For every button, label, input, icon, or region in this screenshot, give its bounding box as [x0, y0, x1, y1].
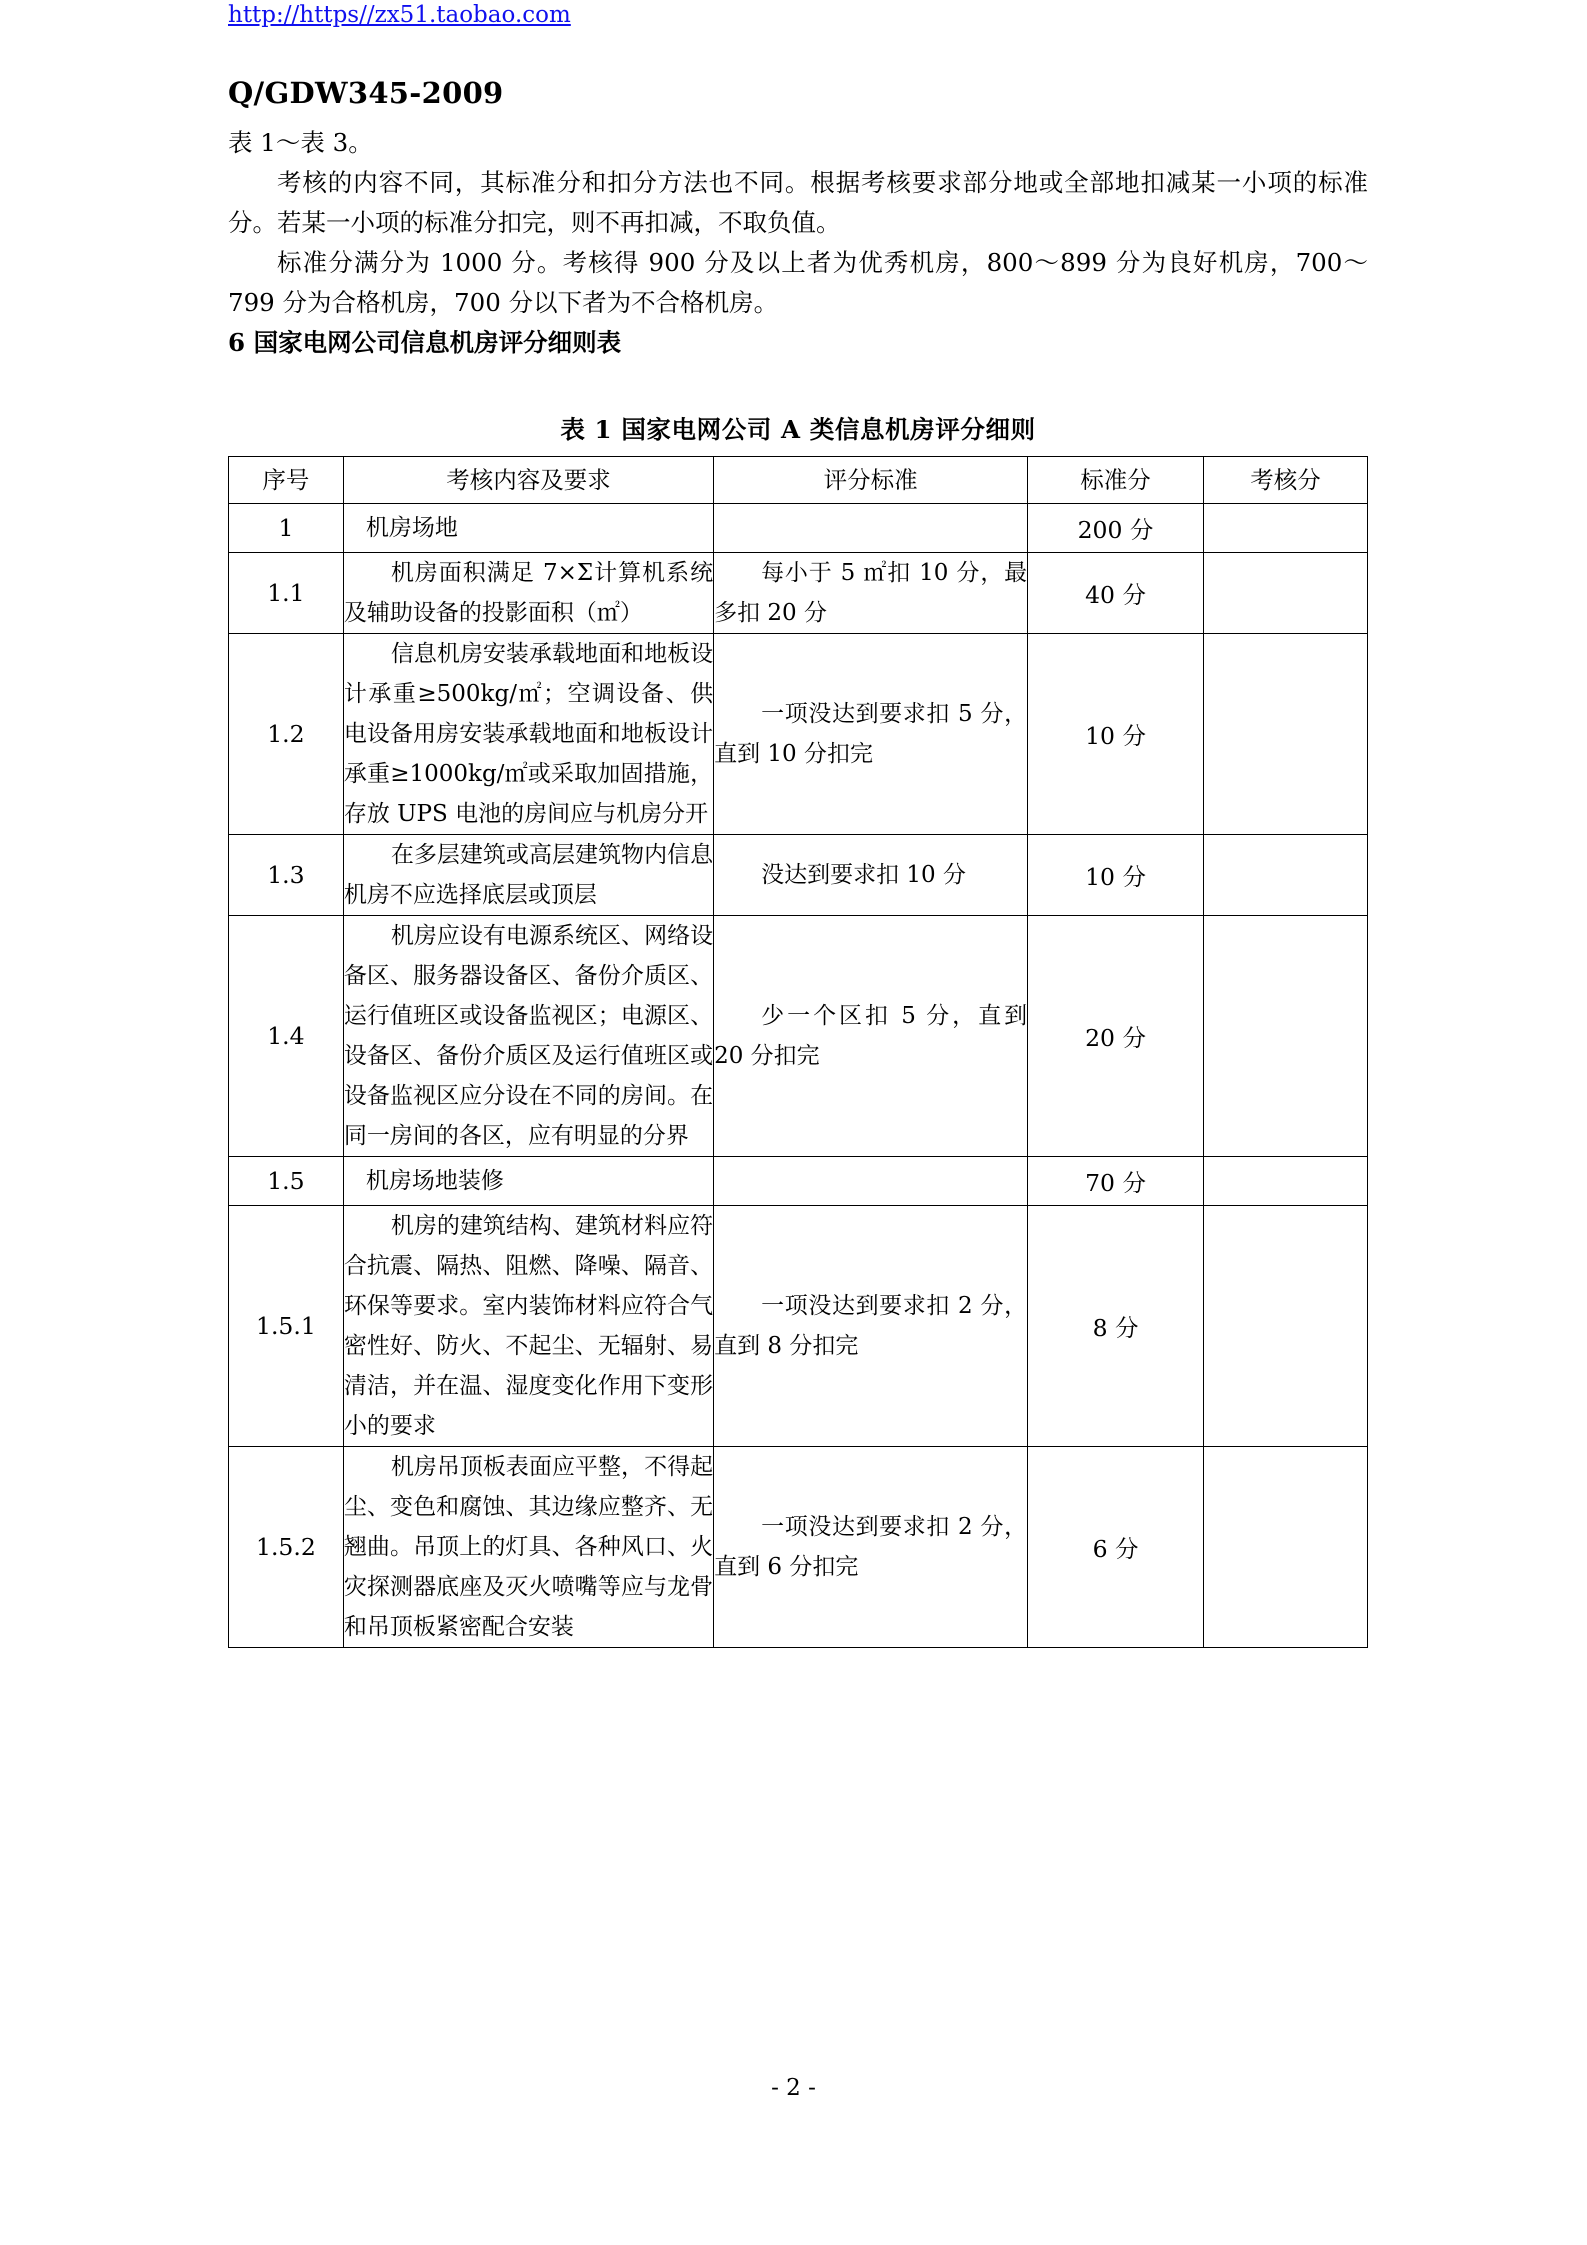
- page-number-footer: - 2 -: [771, 2075, 816, 2101]
- column-header-standard-score: 标准分: [1028, 457, 1204, 504]
- row-standard-score: 6 分: [1028, 1447, 1204, 1648]
- table-row: [229, 1157, 1368, 1206]
- table-row: [229, 1447, 1368, 1648]
- row-content: 机房的建筑结构、建筑材料应符合抗震、隔热、阻燃、降噪、隔音、环保等要求。室内装饰材料应符合气密性好、防火、不起尘、无辐射、易清洁，并在温、湿度变化作用下变形小的要求: [343, 1206, 713, 1447]
- row-no: 1.2: [229, 634, 344, 835]
- section-heading-6: 6 国家电网公司信息机房评分细则表: [228, 328, 622, 357]
- row-criteria: 一项没达到要求扣 2 分，直到 8 分扣完: [714, 1206, 1028, 1447]
- document-number-heading: Q/GDW345-2009: [228, 76, 504, 110]
- row-content: 机房场地装修: [343, 1157, 713, 1206]
- row-content: 机房应设有电源系统区、网络设备区、服务器设备区、备份介质区、运行值班区或设备监视区；电源区、设备区、备份介质区及运行值班区或设备监视区应分设在不同的房间。在同一房间的各区，应有明显的分界: [343, 916, 713, 1157]
- row-criteria: 一项没达到要求扣 2 分，直到 6 分扣完: [714, 1447, 1028, 1648]
- row-standard-score: 20 分: [1028, 916, 1204, 1157]
- row-assessed-score[interactable]: [1203, 504, 1367, 553]
- column-header-criteria: 评分标准: [714, 457, 1028, 504]
- row-no: 1.1: [229, 553, 344, 634]
- row-standard-score: 200 分: [1028, 504, 1204, 553]
- row-assessed-score[interactable]: [1203, 1447, 1367, 1648]
- table-row: [229, 634, 1368, 835]
- row-standard-score: 8 分: [1028, 1206, 1204, 1447]
- row-no: 1.5: [229, 1157, 344, 1206]
- column-header-no: 序号: [229, 457, 344, 504]
- row-assessed-score[interactable]: [1203, 835, 1367, 916]
- row-standard-score: 10 分: [1028, 835, 1204, 916]
- row-content: 机房场地: [343, 504, 713, 553]
- page-content: [228, 0, 1368, 1648]
- row-content: 在多层建筑或高层建筑物内信息机房不应选择底层或顶层: [343, 835, 713, 916]
- row-assessed-score[interactable]: [1203, 553, 1367, 634]
- table-row: [229, 553, 1368, 634]
- scoring-criteria-table: [228, 456, 1368, 1648]
- row-assessed-score[interactable]: [1203, 1157, 1367, 1206]
- row-assessed-score[interactable]: [1203, 634, 1367, 835]
- column-header-content: 考核内容及要求: [343, 457, 713, 504]
- column-header-assessed-score: 考核分: [1203, 457, 1367, 504]
- row-standard-score: 70 分: [1028, 1157, 1204, 1206]
- table-caption: 表 1 国家电网公司 A 类信息机房评分细则: [560, 415, 1036, 444]
- row-assessed-score[interactable]: [1203, 916, 1367, 1157]
- row-no: 1.5.2: [229, 1447, 344, 1648]
- row-criteria: 没达到要求扣 10 分: [714, 835, 1028, 916]
- source-url-link[interactable]: http://https//zx51.taobao.com: [228, 2, 571, 28]
- row-criteria: 每小于 5 ㎡扣 10 分，最多扣 20 分: [714, 553, 1028, 634]
- row-standard-score: 10 分: [1028, 634, 1204, 835]
- table-row: [229, 835, 1368, 916]
- row-criteria: 一项没达到要求扣 5 分，直到 10 分扣完: [714, 634, 1028, 835]
- table-reference-line: 表 1～表 3。: [228, 128, 373, 157]
- table-row: [229, 916, 1368, 1157]
- row-standard-score: 40 分: [1028, 553, 1204, 634]
- row-no: 1.4: [229, 916, 344, 1157]
- paragraph-grade-thresholds: 标准分满分为 1000 分。考核得 900 分及以上者为优秀机房，800～899 分为良好机房，700～799 分为合格机房，700 分以下者为不合格机房。: [228, 248, 1368, 317]
- paragraph-scoring-rules: 考核的内容不同，其标准分和扣分方法也不同。根据考核要求部分地或全部地扣减某一小项的标准分。若某一小项的标准分扣完，则不再扣减，不取负值。: [228, 168, 1368, 237]
- row-content: 机房吊顶板表面应平整，不得起尘、变色和腐蚀、其边缘应整齐、无翘曲。吊顶上的灯具、各种风口、火灾探测器底座及灭火喷嘴等应与龙骨和吊顶板紧密配合安装: [343, 1447, 713, 1648]
- row-assessed-score[interactable]: [1203, 1206, 1367, 1447]
- row-criteria: 少一个区扣 5 分，直到 20 分扣完: [714, 916, 1028, 1157]
- table-header-row: [229, 457, 1368, 504]
- row-no: 1: [229, 504, 344, 553]
- row-content: 机房面积满足 7×Σ计算机系统及辅助设备的投影面积（㎡）: [343, 553, 713, 634]
- row-criteria: [714, 504, 1028, 553]
- row-no: 1.5.1: [229, 1206, 344, 1447]
- table-row: [229, 504, 1368, 553]
- row-content: 信息机房安装承载地面和地板设计承重≥500kg/㎡；空调设备、供电设备用房安装承载地面和地板设计承重≥1000kg/㎡或采取加固措施，存放 UPS 电池的房间应与机房分开: [343, 634, 713, 835]
- table-row: [229, 1206, 1368, 1447]
- row-no: 1.3: [229, 835, 344, 916]
- row-criteria: [714, 1157, 1028, 1206]
